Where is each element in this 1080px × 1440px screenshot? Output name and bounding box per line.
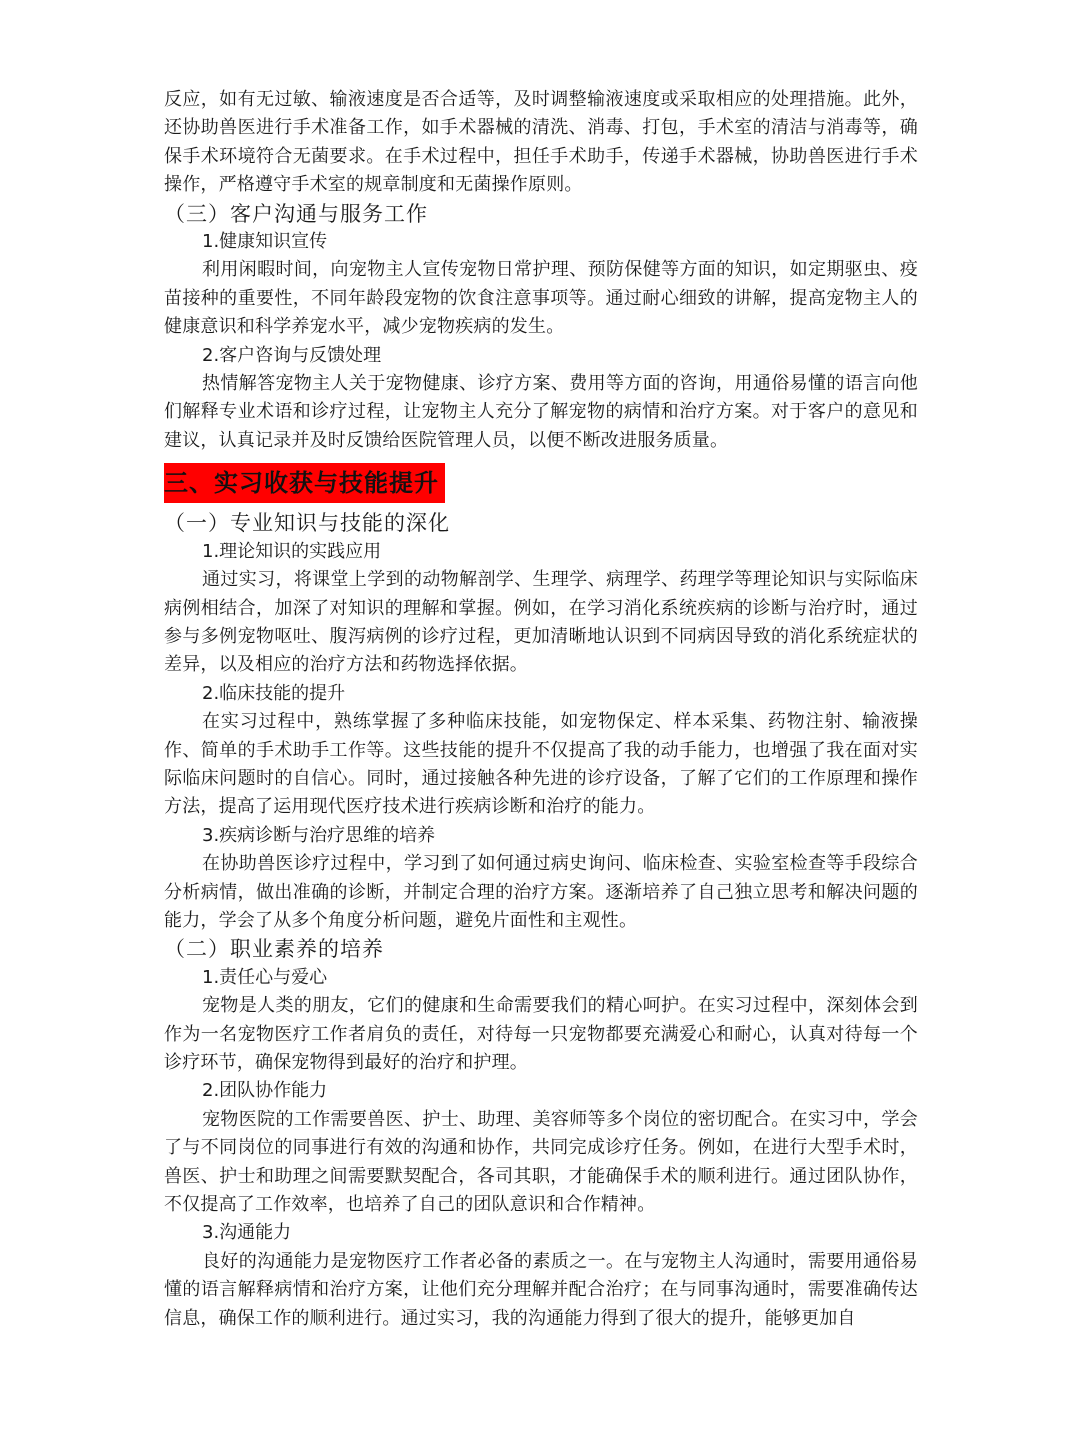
subheading-theory-practice: 1.理论知识的实践应用 [202,540,382,562]
subheading-client-consultation: 2.客户咨询与反馈处理 [202,344,382,366]
paragraph-responsibility: 宠物是人类的朋友，它们的健康和生命需要我们的精心呵护。在实习过程中，深刻体会到作为一名宠物医疗工作者肩负的责任，对待每一只宠物都要充满爱心和耐心，认真对待每一个诊疗环节，确保宠物得到最好的治疗和护理。 [164,995,918,1073]
paragraph-communication: 良好的沟通能力是宠物医疗工作者必备的素质之一。在与宠物主人沟通时，需要用通俗易懂的语言解释病情和治疗方案，让他们充分理解并配合治疗；在与同事沟通时，需要准确传达信息，确保工作的顺利进行。通过实习，我的沟通能力得到了很大的提升，能够更加自 [164,1250,918,1329]
paragraph-clinical-skills: 在实习过程中，熟练掌握了多种临床技能，如宠物保定、样本采集、药物注射、输液操作、简单的手术助手工作等。这些技能的提升不仅提高了我的动手能力，也增强了我在面对实际临床问题时的自信心。同时，通过接触各种先进的诊疗设备，了解了它们的工作原理和操作方法，提高了运用现代医疗技术进行疾病诊断和治疗的能力。 [164,711,918,818]
subheading-diagnosis-thinking: 3.疾病诊断与治疗思维的培养 [202,824,436,846]
paragraph-infusion-surgery: 反应，如有无过敏、输液速度是否合适等，及时调整输液速度或采取相应的处理措施。此外，还协助兽医进行手术准备工作，如手术器械的清洗、消毒、打包，手术室的清洁与消毒等，确保手术环境符合无菌要求。在手术过程中，担任手术助手，传递手术器械，协助兽医进行手术操作，严格遵守手术室的规章制度和无菌操作原则。 [164,89,918,196]
paragraph-health-knowledge: 利用闲暇时间，向宠物主人宣传宠物日常护理、预防保健等方面的知识，如定期驱虫、疫苗接种的重要性，不同年龄段宠物的饮食注意事项等。通过耐心细致的讲解，提高宠物主人的健康意识和科学养宠水平，减少宠物疾病的发生。 [164,259,918,338]
document-page [164,86,918,1333]
section-heading-professional-quality: （二）职业素养的培养 [164,937,384,962]
paragraph-theory-practice: 通过实习，将课堂上学到的动物解剖学、生理学、病理学、药理学等理论知识与实际临床病例相结合，加深了对知识的理解和掌握。例如，在学习消化系统疾病的诊断与治疗时，通过参与多例宠物呕吐、腹泻病例的诊疗过程，更加清晰地认识到不同病因导致的消化系统症状的差异，以及相应的治疗方法和药物选择依据。 [164,569,918,676]
major-heading-internship-gains: 三、实习收获与技能提升 [164,463,445,503]
section-heading-professional-knowledge: （一）专业知识与技能的深化 [164,511,450,536]
section-heading-client-communication: （三）客户沟通与服务工作 [164,201,428,226]
subheading-clinical-skills: 2.临床技能的提升 [202,682,346,704]
paragraph-teamwork: 宠物医院的工作需要兽医、护士、助理、美容师等多个岗位的密切配合。在实习中，学会了与不同岗位的同事进行有效的沟通和协作，共同完成诊疗任务。例如，在进行大型手术时，兽医、护士和助理之间需要默契配合，各司其职，才能确保手术的顺利进行。通过团队协作，不仅提高了工作效率，也培养了自己的团队意识和合作精神。 [164,1108,918,1216]
subheading-teamwork: 2.团队协作能力 [202,1080,328,1102]
paragraph-diagnosis-thinking: 在协助兽医诊疗过程中，学习到了如何通过病史询问、临床检查、实验室检查等手段综合分析病情，做出准确的诊断，并制定合理的治疗方案。逐渐培养了自己独立思考和解决问题的能力，学会了从多个角度分析问题，避免片面性和主观性。 [164,853,918,931]
subheading-health-knowledge: 1.健康知识宣传 [202,231,328,253]
subheading-responsibility: 1.责任心与爱心 [202,966,328,988]
paragraph-client-consultation: 热情解答宠物主人关于宠物健康、诊疗方案、费用等方面的咨询，用通俗易懂的语言向他们解释专业术语和诊疗过程，让宠物主人充分了解宠物的病情和治疗方案。对于客户的意见和建议，认真记录并及时反馈给医院管理人员，以便不断改进服务质量。 [164,373,918,451]
subheading-communication: 3.沟通能力 [202,1222,292,1244]
major-heading-container [164,463,918,503]
